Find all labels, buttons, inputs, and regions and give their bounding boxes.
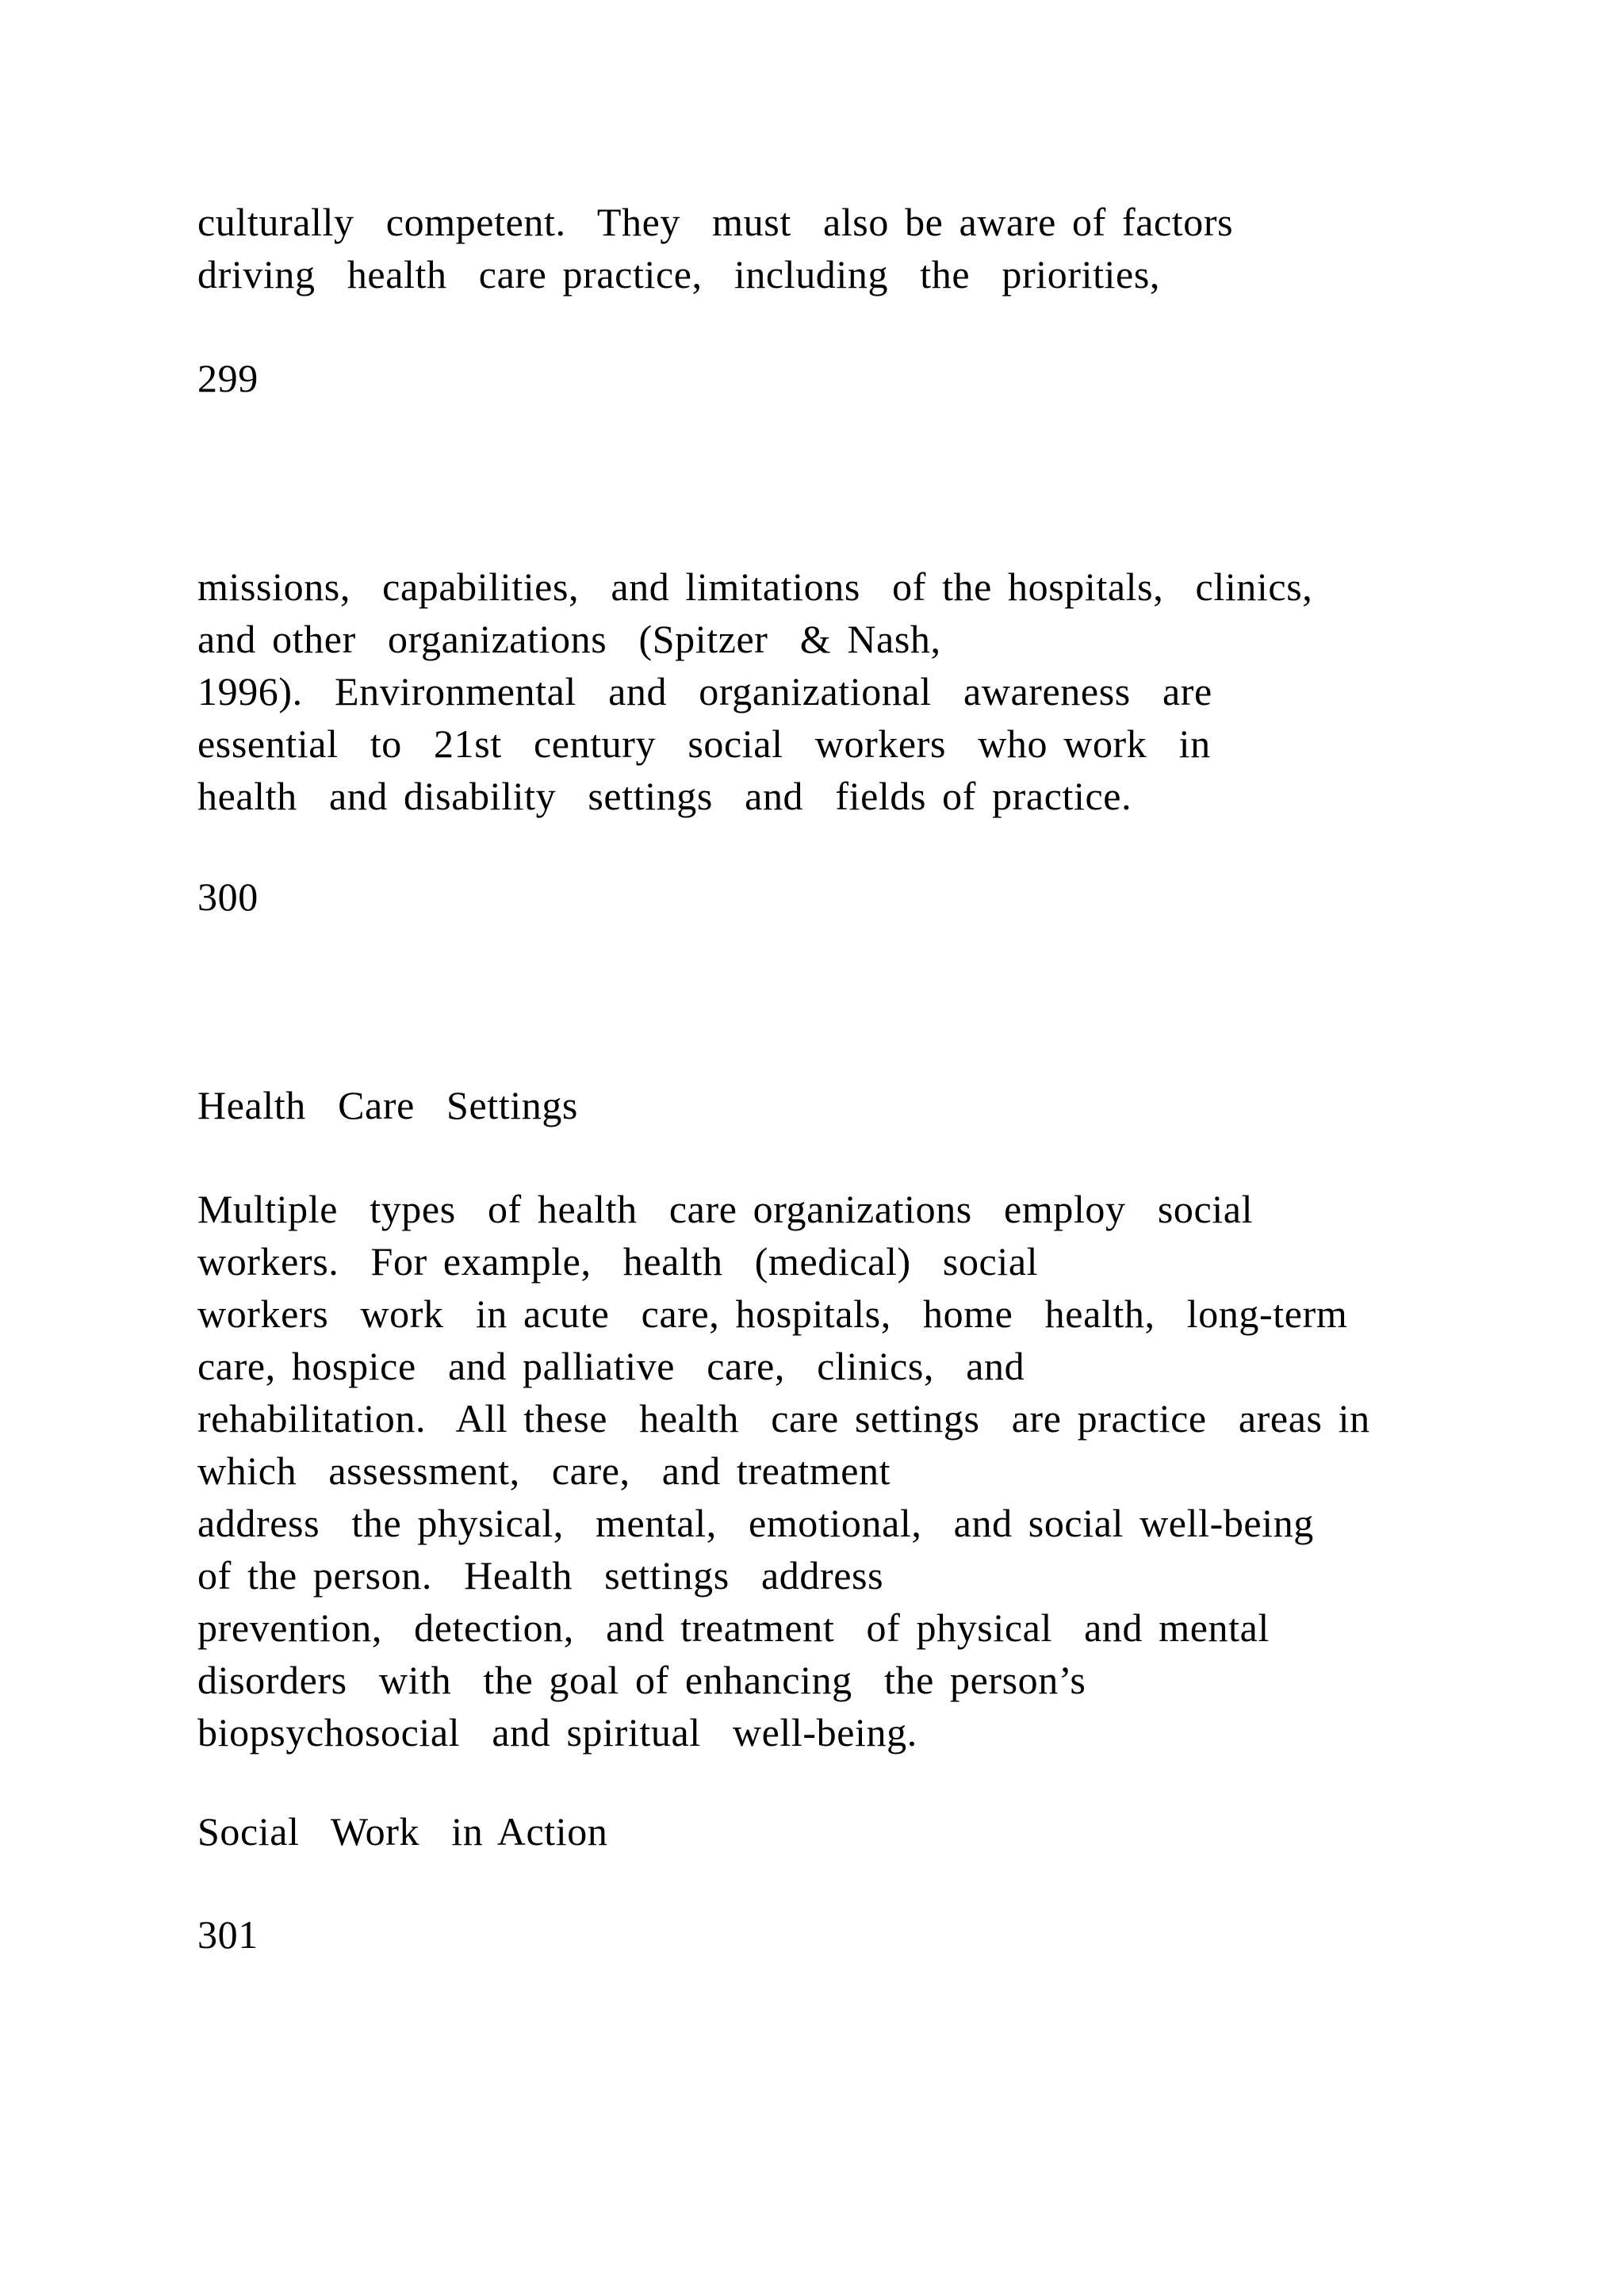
text-line: workers. For example, health (medical) social: [197, 1239, 1039, 1284]
section-heading-text: Health Care Settings: [197, 1083, 578, 1127]
paragraph-continuation: [197, 196, 1233, 300]
paragraph-organizational-awareness: [197, 561, 1312, 822]
text-line: and other organizations (Spitzer & Nash,: [197, 617, 941, 661]
text-line: of the person. Health settings address: [197, 1553, 884, 1598]
page-number: [197, 352, 259, 404]
page-number-text: 301: [197, 1912, 259, 1957]
text-line: culturally competent. They must also be aware of factors: [197, 200, 1234, 244]
text-line: 1996). Environmental and organizational awareness are: [197, 669, 1212, 714]
page-number: [197, 871, 259, 923]
text-line: Multiple types of health care organizations employ social: [197, 1187, 1254, 1231]
running-title-text: Social Work in Action: [197, 1809, 608, 1854]
text-line: prevention, detection, and treatment of physical and mental: [197, 1605, 1270, 1650]
paragraph-health-care-settings: [197, 1183, 1370, 1758]
section-heading: [197, 1079, 578, 1131]
running-title: [197, 1805, 607, 1858]
text-line: rehabilitation. All these health care settings are practice areas in: [197, 1396, 1370, 1441]
text-line: disorders with the goal of enhancing the person’s: [197, 1658, 1086, 1702]
text-line: missions, capabilities, and limitations of the hospitals, clinics,: [197, 564, 1313, 609]
text-line: workers work in acute care, hospitals, home health, long-term: [197, 1292, 1348, 1336]
page-number: [197, 1908, 259, 1961]
text-line: care, hospice and palliative care, clinics, and: [197, 1344, 1025, 1388]
text-line: biopsychosocial and spiritual well-being.: [197, 1710, 917, 1755]
text-line: health and disability settings and fields of practice.: [197, 774, 1132, 818]
text-line: address the physical, mental, emotional, and social well-being: [197, 1501, 1314, 1545]
text-line: which assessment, care, and treatment: [197, 1448, 891, 1493]
text-line: driving health care practice, including the priorities,: [197, 252, 1161, 297]
page-number-text: 299: [197, 356, 259, 400]
text-line: essential to 21st century social workers who work in: [197, 721, 1211, 766]
page-number-text: 300: [197, 874, 259, 919]
